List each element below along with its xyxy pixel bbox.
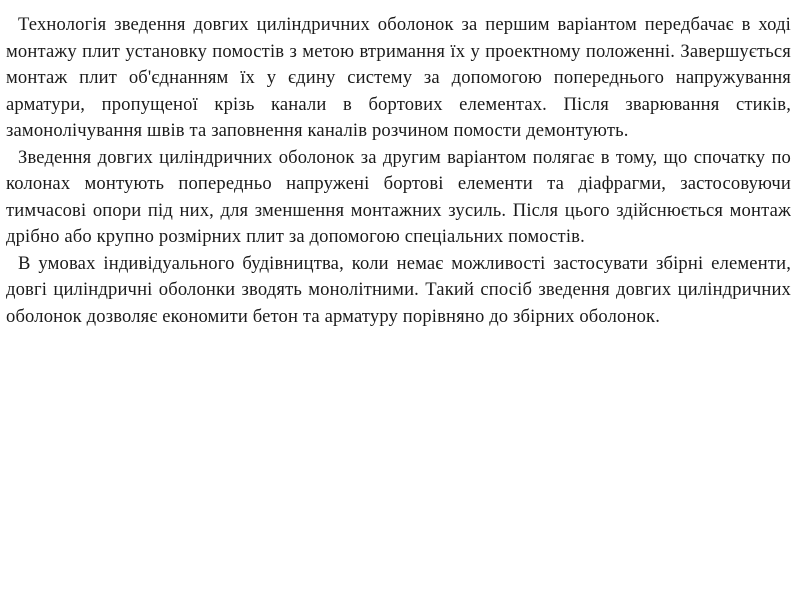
paragraph-monolithic: В умовах індивідуального будівництва, коли немає можливості застосувати збірні елементи, довгі циліндричні оболонки зводять монолітними. Такий спосіб зведення довгих циліндричних оболонок дозволяє економити бетон та арматуру порівняно до збірних оболонок.	[6, 252, 791, 327]
paragraph-second-variant: Зведення довгих циліндричних оболонок за другим варіантом полягає в тому, що спочатку по колонах монтують попередньо напружені бортові елементи та діафрагми, застосовуючи тимчасові опори під них, для зменшення монтажних зусиль. Після цього здійснюється монтаж дрібно або крупно розмірних плит за допомогою спеціальних помостів.	[6, 146, 791, 247]
paragraph-first-variant: Технологія зведення довгих циліндричних оболонок за першим варіантом передбачає в ході монтажу плит установку помостів з метою втримання їх у проектному положенні. Завершується монтаж плит об'єднанням їх у єдину систему за допомогою попереднього напружування арматури, пропущеної крізь канали в бортових елементах. Після зварювання стиків, замонолічування швів та заповнення каналів розчином помости демонтують.	[6, 14, 791, 141]
text-body	[6, 12, 791, 330]
